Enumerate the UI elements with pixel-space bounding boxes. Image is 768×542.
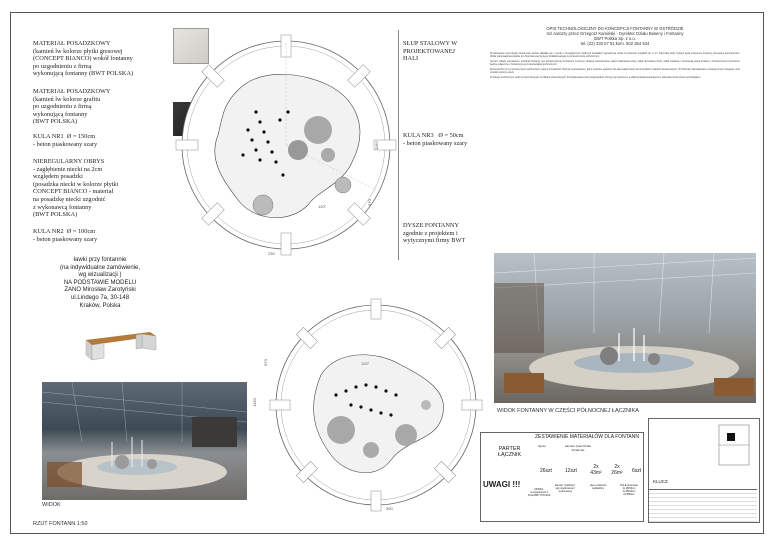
table-note-3: płyt w odcieniu wykładziny bbox=[590, 484, 607, 490]
table-note-2: kamień "grafitowy" wg uzgodnienia z wykonawcą bbox=[555, 484, 576, 493]
table-value-2: 12szt bbox=[565, 468, 577, 474]
table-uwagi: UWAGI !!! bbox=[483, 480, 521, 489]
table-value-3: 2x 43m² bbox=[590, 464, 602, 476]
table-note-1: MODEL: w uzgodnieniu z firmą BWT POLSKA bbox=[528, 488, 551, 497]
caption-rzut: RZUT FONTANN 1:50 bbox=[33, 521, 88, 527]
title-block-grid bbox=[649, 489, 757, 522]
label-slup: SŁUP STALOWY W PROJEKTOWANEJ HALI bbox=[403, 40, 458, 63]
label-mat-posadzkowy-1: MATERIAŁ POSADZKOWY (kamień lw kolorze płytki gresowej (CONCEPT BIANCO) wokół fontanny po uzgodnieniu z firmą wykonującą fontanny (BWT POLSKA) bbox=[33, 40, 134, 78]
table-value-1: 26szt bbox=[540, 468, 552, 474]
klucz-label: KLUCZ bbox=[653, 479, 668, 484]
label-kula-nr3: KULA NR3 Ø = 50cm - beton piaskowany szary bbox=[403, 132, 468, 147]
table-header-kamien: kamień (wierzchnia fontanna) bbox=[565, 444, 591, 452]
table-header-dysze: dysze bbox=[538, 444, 546, 448]
desc-p3: Bezpośrednio przy pomieszczeniu technicznym należy przewidzieć zbiornik wyrównawczy, który powinien spełniać rolę akumulacji wody dla wszystkich urządzeń fontannowych. W zbiorniku zainstalowane zostaną pompy obiegowe oraz czujniki poziomu wody. bbox=[490, 68, 740, 74]
header-line2: Inż.Autorzy przez Grzegorz Kamiński - Dyrektor Działu Baseny i Fontanny bbox=[546, 31, 684, 36]
dim-970-upper: 970 bbox=[366, 199, 372, 206]
title-block bbox=[648, 418, 760, 523]
label-dysze: DYSZE FONTANNY zgodnie z projektem i wytycznymi firmy BWT bbox=[403, 222, 466, 245]
label-lawki: ławki przy fontannie (na indywidualne zamówienie, wg wizualizacji ) NA PODSTAWIE MODELU ZANO Mirosław Zarotyński ul.Lindego 7a, 30-148 Kraków, Polska bbox=[60, 257, 141, 309]
label-mat-posadzkowy-2: MATERIAŁ POSADZKOWY (kamień lw kolorze grafitu po uzgodnieniu z firmą wykonującą fontanny (BWT POLSKA) bbox=[33, 88, 111, 126]
description-text bbox=[490, 52, 740, 81]
header-line1: OPIS TECHNOLOGICZNY DO KONCEPCJI FONTANNY W OSTRÓDZIE bbox=[546, 26, 684, 31]
desc-p2: Sercem układu sterowania i zasilania fontanny jest pomieszczenie techniczne w którym zostaną zamontowane układ uzdatniania wody, układ dozowania wody, układ zasilania i sterowania pracą fontanny. Pomieszczenie techniczne będzie połączone z fontanną za pomocą kanałów technicznych. bbox=[490, 60, 740, 66]
dim-970-lower: 970 bbox=[262, 359, 268, 366]
label-nieregularny-obrys: NIEREGULARNY OBRYS - zagłębienie niecki na 2cm względem posadzki (posadzka niecki w kolorze płytki CONCEPT BIANCO - materiał na posadzkę niecki uzgodnić z wykonawcą fontanny (BWT POLSKA) bbox=[33, 158, 119, 219]
table-note-4: KULE betonowe 2x Ø150cm 2x Ø100cm 2x Ø50cm bbox=[620, 484, 639, 496]
dim-1160-upper: 1160 bbox=[374, 141, 379, 150]
header-line3: BWT Polska Sp. z o.o. bbox=[594, 36, 636, 41]
table-value-4: 2x 26m² bbox=[611, 464, 623, 476]
table-row-label: PARTER ŁĄCZNIK bbox=[498, 446, 522, 458]
angle-120-lower: 120° bbox=[361, 361, 370, 366]
dim-1160-lower: 1160 bbox=[251, 398, 257, 407]
label-kula-nr2: KULA NR2 Ø = 100cm - beton piaskowany szary bbox=[33, 228, 98, 243]
label-kula-nr1: KULA NR1 Ø = 150cm - beton piaskowany szary bbox=[33, 133, 98, 148]
bench-image bbox=[80, 322, 160, 364]
table-value-5: 6szt bbox=[632, 468, 642, 474]
fountain-plan-upper bbox=[168, 30, 404, 260]
render-widok-left bbox=[42, 382, 247, 500]
table-title: ZESTAWIENIE MATERIAŁÓW DLA FONTANN bbox=[535, 434, 639, 440]
desc-p4: W obiegu technicznym woda oczyszczana jest na filtrach ciśnieniowych, dezynfekowana oraz podgrzewana. Pompy są wyciszone, a układ posiada automatyczne zabezpieczenia przed suchobiegiem. bbox=[490, 76, 702, 79]
dim-230-upper: 230 bbox=[268, 251, 275, 256]
header-line4: tel. (22) 333 57 51 kom. 502 254 534 bbox=[580, 41, 650, 46]
header-block bbox=[545, 26, 685, 46]
dim-300-lower: 300 bbox=[386, 506, 393, 511]
dim-line-upper bbox=[398, 30, 399, 260]
render-widok-fontanny bbox=[494, 253, 756, 403]
caption-widok-fontanny: WIDOK FONTANNY W CZĘŚCI PÓŁNOCNEJ ŁĄCZNIKA bbox=[497, 408, 639, 414]
desc-p1: Projektowane technologie fontannowe będzie składało się z niecki o nieregularnych owalnych kształtach wypełnionej wodą na poziomie posadzki ok. 2 cm. Nad taflą wody tryskać będą strumienie fontanny sterowane komputerowo. Woda odprowadzana będzie do zbiornika retencyjnego zlokalizowanego w pomieszczeniu technicznym. bbox=[490, 52, 740, 58]
caption-widok: WIDOK bbox=[42, 502, 61, 508]
angle-120-upper: 120° bbox=[318, 204, 327, 209]
fountain-plan-lower bbox=[266, 295, 486, 515]
